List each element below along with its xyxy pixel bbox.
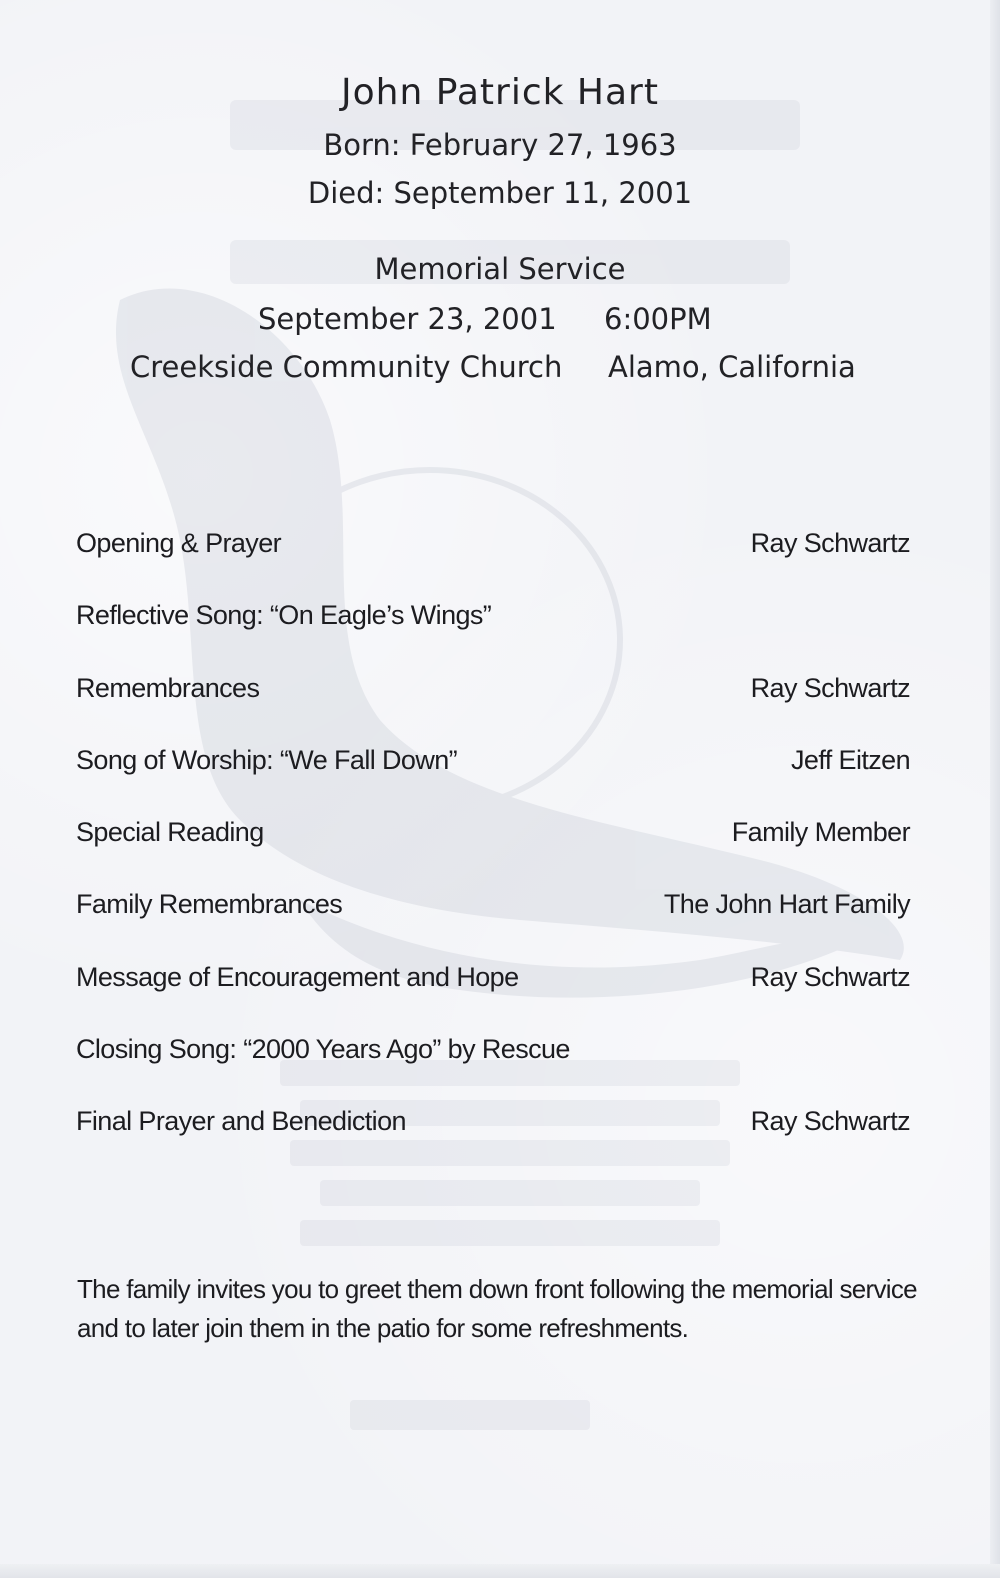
program-item: Special Reading	[76, 817, 264, 848]
program-row	[76, 1034, 910, 1106]
program-row	[76, 817, 910, 889]
program-presenter: The John Hart Family	[663, 889, 910, 920]
program-presenter: Jeff Eitzen	[791, 744, 910, 775]
birth-date: Born: February 27, 1963	[323, 128, 677, 162]
program-row	[76, 1106, 910, 1178]
program-presenter: Family Member	[731, 817, 910, 848]
program-item: Reflective Song: “On Eagle’s Wings”	[76, 600, 492, 631]
service-time: 6:00PM	[604, 302, 712, 336]
program-item: Final Prayer and Benediction	[76, 1106, 406, 1137]
program-row	[76, 745, 910, 817]
program-presenter: Ray Schwartz	[750, 528, 910, 558]
deceased-name: John Patrick Hart	[341, 72, 659, 113]
program-presenter: Ray Schwartz	[750, 961, 910, 992]
program-presenter: Ray Schwartz	[750, 1106, 910, 1137]
program-row	[76, 600, 910, 672]
program-row	[76, 962, 910, 1034]
program-item: Opening & Prayer	[76, 528, 282, 558]
church-name: Creekside Community Church	[130, 350, 563, 384]
program-item: Family Remembrances	[76, 889, 343, 920]
death-date: Died: September 11, 2001	[307, 176, 693, 210]
program-item: Song of Worship: “We Fall Down”	[76, 744, 458, 775]
page-bottom-edge	[0, 1564, 1000, 1578]
program-row	[76, 528, 910, 600]
program-item: Remembrances	[76, 672, 260, 703]
order-of-service	[76, 528, 910, 1179]
page-right-edge	[990, 0, 1000, 1578]
program-item: Closing Song: “2000 Years Ago” by Rescue	[76, 1034, 570, 1065]
program-row	[76, 673, 910, 745]
family-invitation: The family invites you to greet them down front following the memorial service and to later join them in the patio for some refreshments.	[77, 1274, 917, 1343]
service-date: September 23, 2001	[258, 302, 557, 336]
program-row	[76, 889, 910, 961]
church-location: Alamo, California	[608, 350, 856, 384]
program-item: Message of Encouragement and Hope	[76, 961, 519, 992]
service-title: Memorial Service	[374, 252, 626, 286]
program-presenter: Ray Schwartz	[750, 672, 910, 703]
